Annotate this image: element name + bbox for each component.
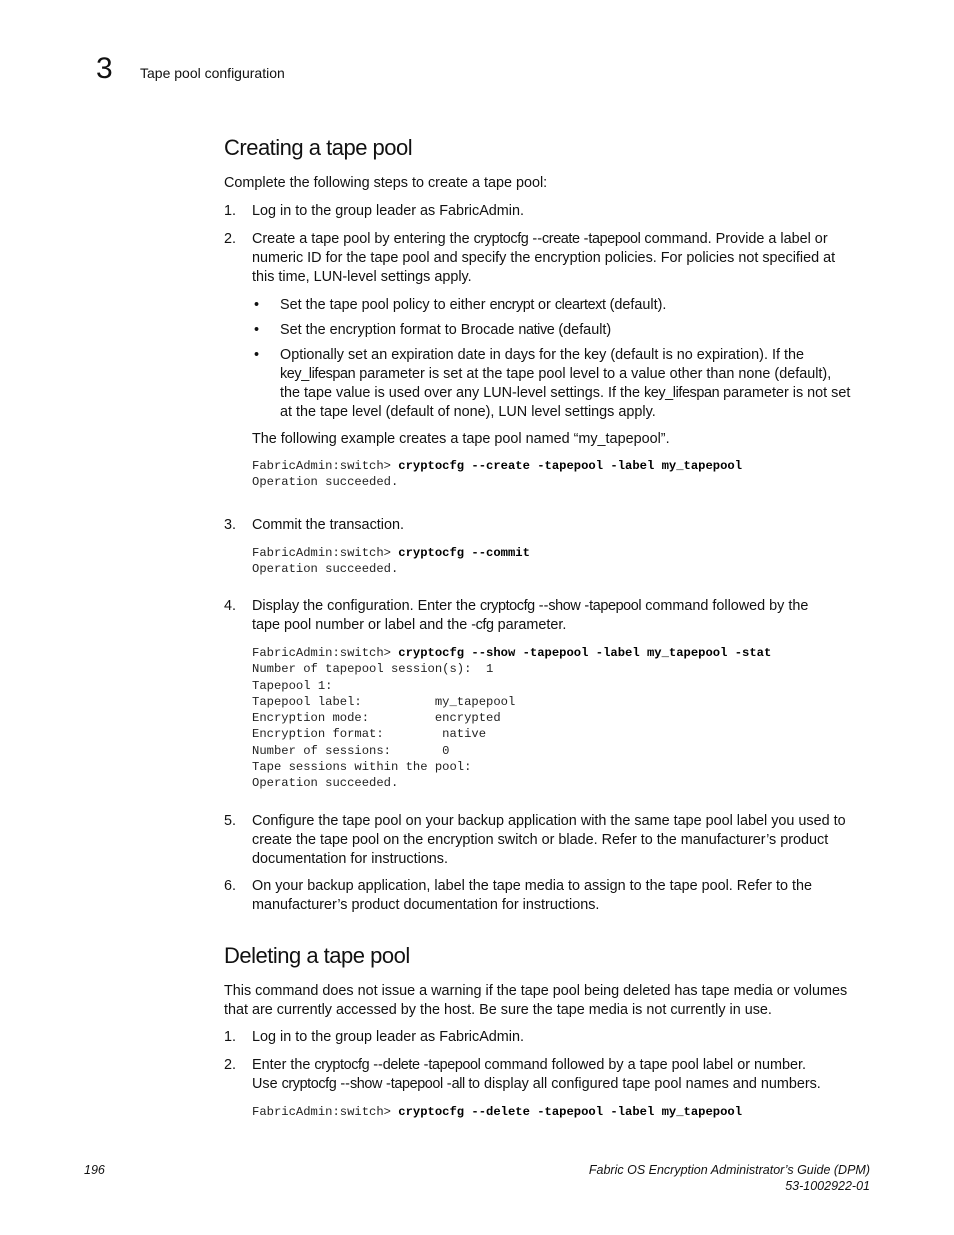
step2-text: Create a tape pool by entering the cryptocfg --create -tapepool command. Provide a label or numeric ID for the tape pool and specify the encryption policies. For policies not specified at this time, LUN-level settings apply.	[252, 231, 836, 285]
bullet-icon: •	[254, 347, 260, 363]
code-block-create: FabricAdmin:switch> cryptocfg --create -tapepool -label my_tapepool Operation succeeded.	[252, 459, 743, 490]
code-block-delete: FabricAdmin:switch> cryptocfg --delete -tapepool -label my_tapepool	[252, 1105, 743, 1119]
section2-intro: This command does not issue a warning if the tape pool being deleted has tape media or volumes that are currently accessed by the host. Be sure the tape media is not currently in use.	[224, 983, 848, 1018]
step-number: 3.	[224, 517, 237, 533]
step3-text: Commit the transaction.	[252, 517, 404, 533]
section1-intro: Complete the following steps to create a tape pool:	[224, 175, 548, 191]
page-number: 196	[84, 1163, 105, 1177]
step-number: 6.	[224, 878, 237, 894]
delete-step1-text: Log in to the group leader as FabricAdmin.	[252, 1029, 524, 1045]
step1-text: Log in to the group leader as FabricAdmin.	[252, 203, 524, 219]
step-number: 4.	[224, 598, 237, 614]
running-title: Tape pool configuration	[140, 65, 285, 81]
step5-text: Configure the tape pool on your backup application with the same tape pool label you used to create the tape pool on the encryption switch or blade. Refer to the manufacturer’s product documentation for instructions.	[252, 813, 846, 867]
section-title-creating: Creating a tape pool	[224, 135, 413, 160]
step-number: 5.	[224, 813, 237, 829]
step6-text: On your backup application, label the tape media to assign to the tape pool. Refer to the manufacturer’s product documentation for instructions.	[252, 878, 812, 913]
guide-title: Fabric OS Encryption Administrator’s Guide (DPM)	[588, 1163, 870, 1177]
code-block-show: FabricAdmin:switch> cryptocfg --show -tapepool -label my_tapepool -stat Number of tapepool session(s): 1 Tapepool 1: Tapepool label: my_tapepool Encryption mode: encrypted Encryption format: native Number of sessions: 0 Tape sessions within the pool: Operation succeeded.	[252, 646, 772, 791]
doc-number: 53-1002922-01	[785, 1179, 870, 1193]
footer-guide	[589, 1162, 870, 1194]
bullet2-text: Set the encryption format to Brocade native (default)	[280, 322, 612, 338]
delete-step2-text: Enter the cryptocfg --delete -tapepool command followed by a tape pool label or number. Use cryptocfg --show -tapepool -all to display all configured tape pool names and numbers.	[252, 1057, 821, 1092]
step4-text: Display the configuration. Enter the cryptocfg --show -tapepool command followed by the tape pool number or label and the -cfg parameter.	[252, 598, 809, 633]
step-number: 2.	[224, 1057, 237, 1073]
step-number: 2.	[224, 231, 237, 247]
step-number: 1.	[224, 1029, 237, 1045]
bullet-icon: •	[254, 297, 260, 313]
step-number: 1.	[224, 203, 237, 219]
code-block-commit: FabricAdmin:switch> cryptocfg --commit Operation succeeded.	[252, 546, 530, 577]
bullet3-text: Optionally set an expiration date in days for the key (default is no expiration). If the key_lifespan parameter is set at the tape pool level to a value other than none (default), the tape value is used over any LUN-level settings. If the key_lifespan parameter is not set at the tape level (default of none), LUN level settings apply.	[280, 347, 851, 420]
chapter-number: 3	[96, 52, 113, 85]
bullet-icon: •	[254, 322, 260, 338]
section-title-deleting: Deleting a tape pool	[224, 943, 410, 968]
example-note: The following example creates a tape pool named “my_tapepool”.	[252, 431, 670, 447]
bullet1-text: Set the tape pool policy to either encrypt or cleartext (default).	[280, 297, 667, 313]
